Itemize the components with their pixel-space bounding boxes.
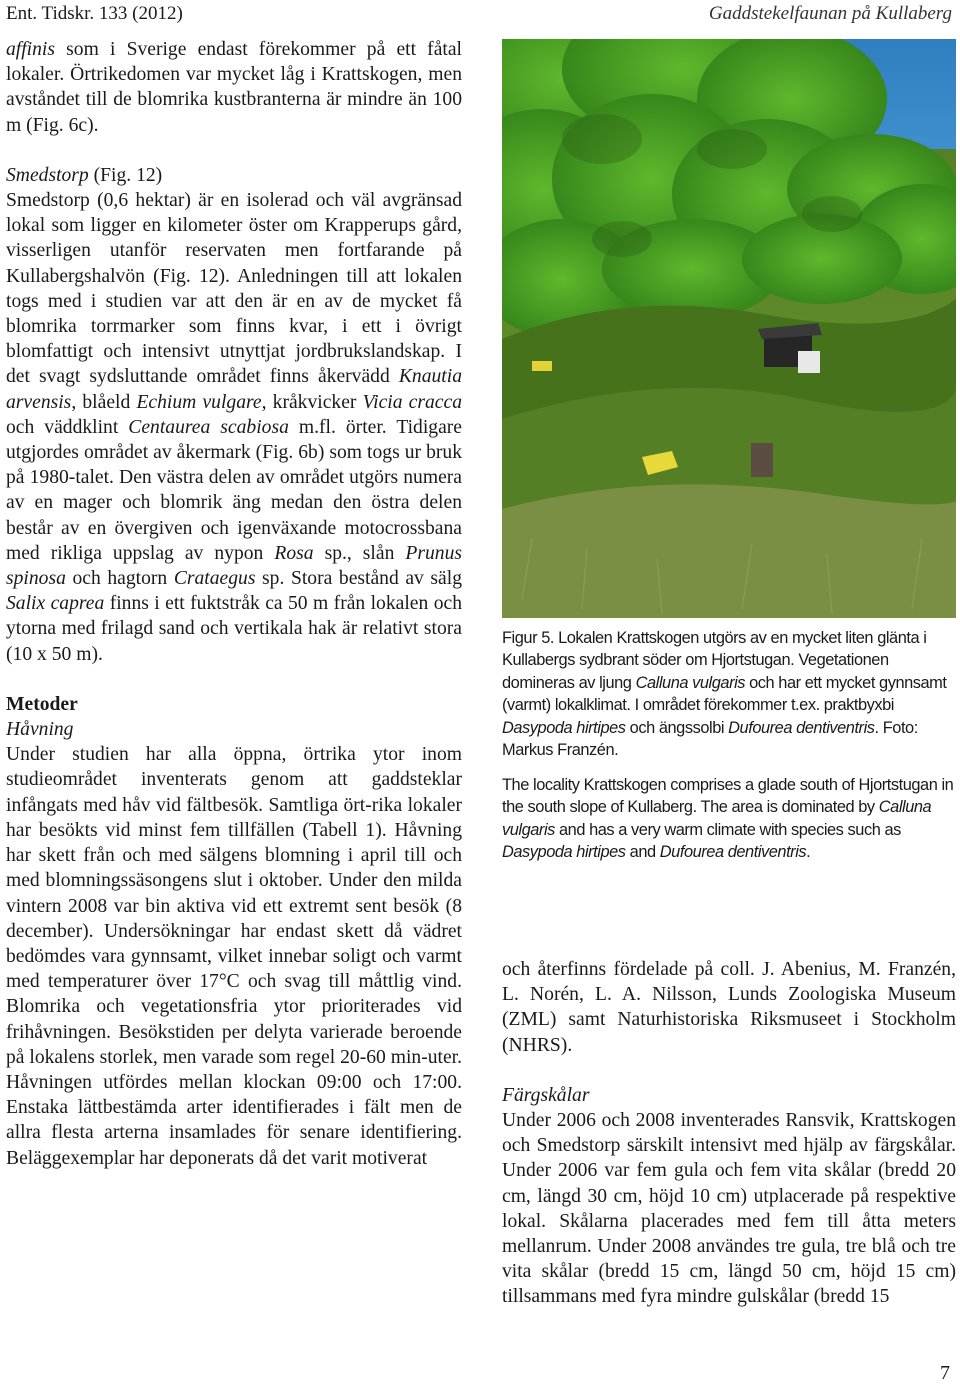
- fargskalar-paragraph: Under 2006 och 2008 inventerades Ransvik, Krattskogen och Smedstorp särskilt intensivt med hjälp av färgskålar. Under 2006 var fem gula och fem vita skålar (bredd 20 cm, längd 30 cm, höjd 10 cm) utplacerade på respektive lokal. Skålarna placerades med fem till åtta meters mellanrum. Under 2008 användes tre gula, tre blå och tre vita skålar (bredd 15 cm, längd 50 cm, höjd 15 cm) tillsammans med fyra mindre gulskålar (bredd 15: [502, 1110, 956, 1308]
- smedstorp-paragraph: Smedstorp (0,6 hektar) är en isolerad och väl avgränsad lokal som ligger en kilometer öster om Krapperups gård, visserligen utanför reservaten men fortfarande på Kullabergshalvön (Fig. 12). Anledningen till att lokalen togs med i studien var att den är en av de mycket få blomrika torrmarker som finns kvar, i ett i övrigt blomfattigt och intensivt utnyttjat jordbrukslandskap. I det svagt sydsluttande området finns åkervädd Knautia arvensis, blåeld Echium vulgare, kråkvicker Vicia cracca och väddklint Centaurea scabiosa m.fl. örter. Tidigare utgjordes området av åkermark (Fig. 6b) som togs ur bruk på 1980-talet. Den västra delen av området utgörs numera av en mager och blomrik äng medan den östra delen består av en övergiven och igenväxande motocrossbana med rikliga uppslag av nypon Rosa sp., slån Prunus spinosa och hagtorn Crataegus sp. Stora bestånd av sälg Salix caprea finns i ett fuktstråk ca 50 m från lokalen och ytorna med frilagd sand och vertikala hak är relativt stora (10 x 50 m).: [6, 190, 462, 665]
- page-number: 7: [940, 1362, 950, 1384]
- italic-term: Dufourea dentiventris: [728, 718, 875, 737]
- italic-term: Calluna vulgaris: [502, 798, 932, 839]
- journal-citation: Ent. Tidskr. 133 (2012): [6, 3, 183, 24]
- figure-caption-english: [502, 774, 958, 864]
- continuation-paragraph: och återfinns fördelade på coll. J. Abenius, M. Franzén, L. Norén, L. A. Nilsson, Lunds Zoologiska Museum (ZML) samt Naturhistoriska Riksmuseet i Stockholm (NHRS).: [502, 959, 956, 1056]
- italic-term: Prunus spinosa: [6, 542, 462, 590]
- havning-paragraph: Under studien har alla öppna, örtrika ytor inom studieområdet inventerats genom att gaddsteklar infångats med håv vid fältbesök. Samtliga ört-rika lokaler har besökts vid minst fem tillfällen (Tabell 1). Håvning har skett från och med sälgens blomning i april till och med blomningssäsongens slut i oktober. Under den milda vintern 2008 var bin aktiva vid ett extremt sent besök (8 december). Undersökningar har endast skett då vädret bedömdes vara gynnsamt, vilket innebar soligt och varmt med temperaturer över 17°C och svag till måttlig vind. Blomrika och vegetationsfria ytor prioriterades vid frihåvningen. Besökstiden per delyta varierade beroende på lokalens storlek, men varade som regel 20-60 min-uter. Håvningen utfördes mellan klockan 09:00 och 17:00. Enstaka lättbestämda arter identifierades i fält men de allra flesta arterna insamlades för senare identifiering. Beläggexemplar har deponerats då det varit motiverat: [6, 744, 462, 1169]
- caption-en-text: The locality Krattskogen comprises a glade south of Hjortstugan in the south slope of Kullaberg. The area is dominated by Calluna vulgaris and has a very warm climate with species such as Dasypoda hirtipes and Dufourea dentiventris.: [502, 776, 954, 862]
- italic-term: Rosa: [274, 542, 314, 564]
- italic-term: Echium vulgare: [136, 391, 262, 413]
- intro-paragraph: affinis som i Sverige endast förekommer på ett fåtal lokaler. Örtrikedomen var mycket låg i Krattskogen, men avståndet till de blomrika kustbranterna är mindre än 100 m (Fig. 6c).: [6, 39, 462, 136]
- italic-term: Dasypoda hirtipes: [502, 718, 626, 737]
- italic-term: Dufourea dentiventris: [659, 843, 807, 862]
- italic-term: Knautia arvensis: [6, 366, 462, 413]
- italic-term: Smedstorp: [6, 164, 89, 186]
- left-column: [6, 37, 462, 1171]
- italic-term: Calluna vulgaris: [635, 673, 746, 692]
- smedstorp-heading: Smedstorp (Fig. 12): [6, 164, 163, 186]
- italic-term: Crataegus: [173, 568, 256, 590]
- running-title: Gaddstekelfaunan på Kullaberg: [708, 3, 952, 24]
- spacer: [6, 667, 462, 692]
- caption-sv-text: Figur 5. Lokalen Krattskogen utgörs av en mycket liten glänta i Kullabergs sydbrant söder om Hjortstugan. Vegetationen domineras av ljung Calluna vulgaris och har ett mycket gynnsamt (varmt) lokalklimat. I området förekommer t.ex. praktbyxbi Dasypoda hirtipes och ängssolbi Dufourea dentiventris. Foto: Markus Franzén.: [502, 629, 947, 760]
- krattskogen-photo: [502, 39, 956, 618]
- right-column: [502, 957, 956, 1310]
- spacer: [502, 1058, 956, 1083]
- italic-term: affinis: [6, 39, 55, 60]
- italic-term: Dasypoda hirtipes: [502, 843, 626, 862]
- italic-term: Vicia cracca: [362, 391, 462, 413]
- spacer: [6, 138, 462, 163]
- figure-caption-swedish: [502, 627, 958, 761]
- havning-heading: Håvning: [6, 719, 74, 741]
- metoder-heading: Metoder: [6, 693, 78, 715]
- fargskalar-heading: Färgskålar: [502, 1084, 590, 1106]
- italic-term: Salix caprea: [6, 593, 105, 615]
- italic-term: Centaurea scabiosa: [128, 416, 289, 438]
